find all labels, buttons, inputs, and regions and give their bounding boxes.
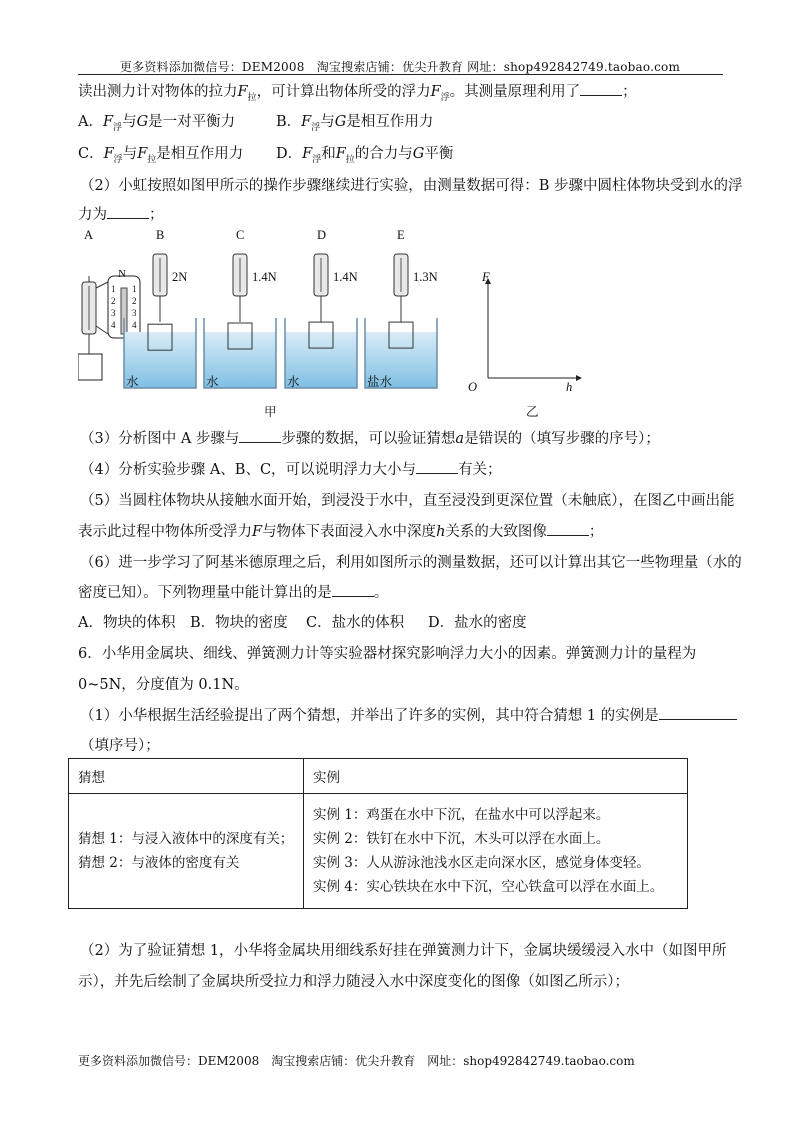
step-label: A xyxy=(84,228,94,242)
part5-text-b: 与物体下表面浸入水中深度 xyxy=(262,524,437,540)
intro-text-c: 。其测量原理利用了 xyxy=(449,84,581,100)
option6-d[interactable]: D．盐水的密度 xyxy=(428,615,527,631)
force-reading: 1.4N xyxy=(333,270,358,284)
scale-tick-left: 2 xyxy=(111,296,116,306)
part6-text: 密度已知）。下列物理量中能计算出的是 xyxy=(78,585,332,601)
answer-blank[interactable] xyxy=(580,83,622,96)
part3-text-c: 是错误的（填写步骤的序号）； xyxy=(464,431,660,447)
part4-text-b: 有关； xyxy=(458,462,502,478)
scale-tick-right: 2 xyxy=(132,296,137,306)
sub-la: 拉 xyxy=(247,92,257,103)
var-G: G xyxy=(136,114,149,130)
q6-line2: 0~5N，分度值为 0.1N。 xyxy=(78,677,249,693)
var-a: a xyxy=(455,431,465,447)
q5-part5-line1: （5）当圆柱体物块从接触水面开始，到浸没于水中，直至浸没到更深位置（未触底），在图乙中画出能 xyxy=(80,493,735,509)
table-header-row xyxy=(69,759,688,794)
answer-blank[interactable] xyxy=(659,707,737,720)
semicolon: ； xyxy=(588,524,604,540)
step-label: C xyxy=(236,228,245,242)
option-tail: 是一对平衡力 xyxy=(148,114,236,130)
part2-text: 力为 xyxy=(78,207,107,223)
var-G: G xyxy=(334,114,347,130)
example-3: 实例 3：人从游泳池浅水区走向深水区，感觉身体变轻。 xyxy=(313,855,650,871)
var-F: F xyxy=(302,146,313,162)
option-text: 与 xyxy=(320,114,335,130)
answer-blank[interactable] xyxy=(547,523,589,536)
q5-part3 xyxy=(80,427,660,448)
option-c[interactable] xyxy=(78,142,276,165)
steps-group xyxy=(124,254,437,388)
option-tail: 是相互作用力 xyxy=(156,146,244,162)
q5-part6-options xyxy=(78,611,527,632)
guess-1: 猜想 1：与浸入液体中的深度有关； xyxy=(78,831,294,847)
graph-yi xyxy=(485,278,582,381)
table-cell-examples xyxy=(304,794,688,909)
q5-part2-line2 xyxy=(78,203,164,224)
var-F: F xyxy=(103,146,114,162)
scale-tick-left: 3 xyxy=(111,308,116,318)
var-G: G xyxy=(412,146,425,162)
q5-part2-line1: （2）小虹按照如图甲所示的操作步骤继续进行实验，由测量数据可得：B 步骤中圆柱体物块受到水的浮 xyxy=(80,178,743,194)
option-prefix: A． xyxy=(78,114,103,130)
answer-blank[interactable] xyxy=(107,206,149,219)
option-d[interactable] xyxy=(276,142,453,165)
sub-fu: 浮 xyxy=(312,154,322,165)
sub-fu: 浮 xyxy=(113,122,123,133)
var-F: F xyxy=(335,146,346,162)
option6-c[interactable]: C．盐水的体积 xyxy=(306,615,405,631)
liquid-label: 水 xyxy=(206,375,219,389)
scale-tick-left: 1 xyxy=(111,284,116,294)
scale-tick-right: 1 xyxy=(132,284,137,294)
guess-table xyxy=(68,758,688,909)
sub-fu: 浮 xyxy=(440,92,450,103)
table-row xyxy=(69,794,688,909)
option-text: 与 xyxy=(122,146,138,162)
header-rule xyxy=(78,74,723,75)
q5-part4 xyxy=(80,458,502,479)
option-prefix: C． xyxy=(78,146,104,162)
option-prefix: B． xyxy=(276,114,302,130)
q6-part2-line1: （2）为了验证猜想 1，小华将金属块用细线系好挂在弹簧测力计下，金属块缓缓浸入水中（如图甲所 xyxy=(80,943,727,959)
answer-blank[interactable] xyxy=(332,584,374,597)
period: 。 xyxy=(373,585,389,601)
block xyxy=(78,354,102,380)
option-b[interactable] xyxy=(276,110,433,133)
sub-fu: 浮 xyxy=(311,122,321,133)
option-mid: 的合力与 xyxy=(354,146,413,162)
axis-label-F: F xyxy=(482,270,490,284)
semicolon: ； xyxy=(149,207,164,223)
force-reading: 1.3N xyxy=(413,270,438,284)
q6-line1: 6．小华用金属块、细线、弹簧测力计等实验器材探究影响浮力大小的因素。弹簧测力计的量程为 xyxy=(78,646,697,662)
q5-part5-line2 xyxy=(78,520,603,541)
force-reading: 2N xyxy=(172,270,188,284)
example-1: 实例 1：鸡蛋在水中下沉，在盐水中可以浮起来。 xyxy=(313,807,610,823)
h-axis-arrow xyxy=(576,375,582,381)
sub-fu: 浮 xyxy=(113,154,123,165)
liquid-label: 水 xyxy=(126,375,139,389)
guess-2: 猜想 2：与液体的密度有关 xyxy=(78,855,240,871)
part3-text-a: （3）分析图中 A 步骤与 xyxy=(80,431,240,447)
scale-tick-left: 4 xyxy=(111,320,116,330)
option6-b[interactable]: B．物块的密度 xyxy=(190,615,288,631)
q5-options-ab xyxy=(78,110,433,133)
q6-part1-text: （1）小华根据生活经验提出了两个猜想，并举出了许多的实例，其中符合猜想 1 的实例是 xyxy=(80,708,659,724)
liquid-label: 盐水 xyxy=(367,375,393,389)
part5-text-a: 表示此过程中物体所受浮力 xyxy=(78,524,252,540)
option-text: 和 xyxy=(321,146,336,162)
label-yi: 乙 xyxy=(526,405,539,419)
scale-tick-right: 3 xyxy=(132,308,137,318)
table-header-example: 实例 xyxy=(304,759,688,794)
q6-part2-line2: 示），并先后绘制了金属块所受拉力和浮力随浸入水中深度变化的图像（如图乙所示）； xyxy=(78,974,629,990)
part4-text-a: （4）分析实验步骤 A、B、C，可以说明浮力大小与 xyxy=(80,462,417,478)
answer-blank[interactable] xyxy=(416,461,458,474)
var-F: F xyxy=(430,84,441,100)
answer-blank[interactable] xyxy=(239,430,281,443)
force-reading: 1.4N xyxy=(252,270,277,284)
experiment-figure xyxy=(78,226,598,422)
sub-la: 拉 xyxy=(345,154,355,165)
option6-a[interactable]: A．物块的体积 xyxy=(78,615,176,631)
example-4: 实例 4：实心铁块在水中下沉，空心铁盒可以浮在水面上。 xyxy=(313,879,664,895)
var-F: F xyxy=(102,114,114,130)
step-label: B xyxy=(156,228,165,242)
page-header: 更多资料添加微信号：DEM2008 淘宝搜索店铺：优尖升教育 网址：shop492842749.taobao.com xyxy=(119,60,681,74)
q6-part1-line1 xyxy=(80,704,737,725)
part5-text-c: 关系的大致图像 xyxy=(445,524,547,540)
magnifier-lines xyxy=(96,282,108,334)
semicolon: ； xyxy=(622,84,637,100)
page-footer: 更多资料添加微信号：DEM2008 淘宝搜索店铺：优尖升教育 网址：shop492842749.taobao.com xyxy=(78,1054,635,1068)
intro-text-a: 读出测力计对物体的拉力 xyxy=(78,84,238,100)
q5-intro-line xyxy=(78,80,637,103)
scale-unit-N: N xyxy=(118,268,126,280)
q5-part6-line2 xyxy=(78,581,388,602)
var-F: F xyxy=(301,114,312,130)
intro-text-b: ，可计算出物体所受的浮力 xyxy=(256,84,431,100)
q5-part6-line1: （6）进一步学习了阿基米德原理之后，利用如图所示的测量数据，还可以计算出其它一些物理量（水的 xyxy=(80,555,742,571)
var-h: h xyxy=(436,524,446,540)
var-F: F xyxy=(237,84,248,100)
sub-la: 拉 xyxy=(147,154,157,165)
example-2: 实例 2：铁钉在水中下沉，木头可以浮在水面上。 xyxy=(313,831,610,847)
axis-label-h: h xyxy=(566,380,573,394)
table-header-guess: 猜想 xyxy=(69,759,304,794)
figure-svg xyxy=(78,226,598,422)
option-tail: 平衡 xyxy=(424,146,454,162)
scale-tick-right: 4 xyxy=(132,320,137,330)
q6-part1-line2: （填序号）； xyxy=(80,738,160,754)
table-cell-guesses xyxy=(69,794,304,909)
step-label: D xyxy=(317,228,327,242)
option-text: 与 xyxy=(122,114,137,130)
step-label: E xyxy=(397,228,405,242)
label-jia: 甲 xyxy=(264,405,277,419)
liquid-label: 水 xyxy=(287,375,300,389)
option-prefix: D． xyxy=(276,146,303,162)
part3-text-b: 步骤的数据，可以验证猜想 xyxy=(281,431,456,447)
var-F: F xyxy=(137,146,148,162)
var-F: F xyxy=(252,524,263,540)
option-tail: 是相互作用力 xyxy=(346,114,434,130)
option-a[interactable] xyxy=(78,110,276,133)
axis-label-O: O xyxy=(468,380,478,394)
q5-options-cd xyxy=(78,142,453,165)
